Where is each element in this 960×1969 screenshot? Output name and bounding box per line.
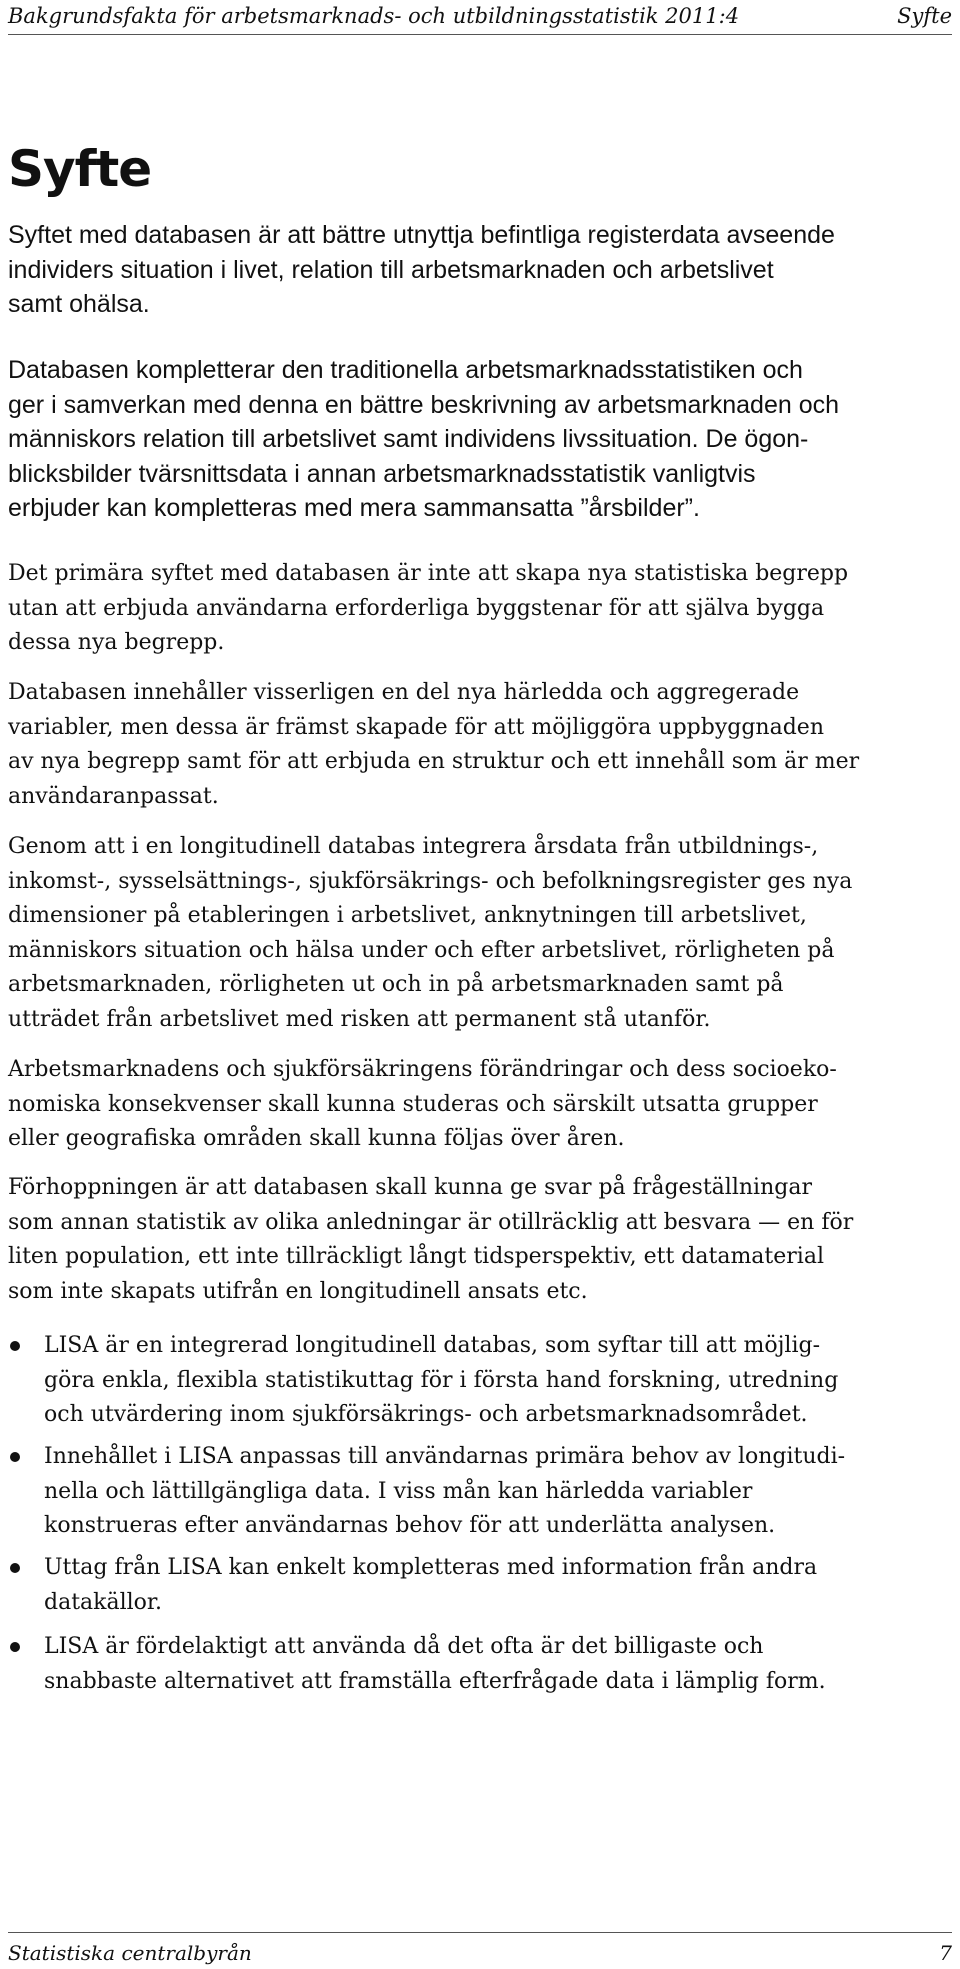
- text-line: Uttag från LISA kan enkelt kompletteras med information från andra: [44, 1555, 818, 1580]
- text-line: LISA är en integrerad longitudinell databas, som syftar till att möjlig-: [44, 1333, 821, 1358]
- text-line: Förhoppningen är att databasen skall kunna ge svar på frågeställningar: [8, 1175, 812, 1200]
- text-line: nomiska konsekvenser skall kunna studeras och särskilt utsatta grupper: [8, 1091, 818, 1117]
- text-line: erbjuder kan kompletteras med mera sammansatta ”årsbilder”.: [8, 494, 700, 522]
- paragraph-purpose: [8, 218, 835, 322]
- text-line: göra enkla, flexibla statistikuttag för i första hand forskning, utredning: [44, 1367, 839, 1393]
- paragraph-complements: [8, 353, 839, 526]
- header-section-title: Syfte: [897, 4, 952, 28]
- list-item: [8, 1329, 948, 1439]
- text-line: Genom att i en longitudinell databas integrera årsdata från utbildnings-,: [8, 834, 819, 859]
- text-line: av nya begrepp samt för att erbjuda en struktur och ett innehåll som är mer: [8, 749, 860, 774]
- running-footer: [8, 1932, 952, 1963]
- text-line: människors relation till arbetslivet samt individens livssituation. De ögon-: [8, 425, 809, 453]
- text-line: arbetsmarknaden, rörligheten ut och in på arbetsmarknaden samt på: [8, 972, 784, 997]
- text-line: variabler, men dessa är främst skapade för att möjliggöra uppbyggnaden: [8, 714, 824, 740]
- page-title: Syfte: [8, 140, 152, 198]
- running-header: [8, 4, 952, 35]
- text-line: datakällor.: [44, 1589, 163, 1615]
- text-line: Databasen kompletterar den traditionella arbetsmarknadsstatistiken och: [8, 356, 803, 384]
- text-line: samt ohälsa.: [8, 290, 150, 318]
- text-line: dessa nya begrepp.: [8, 630, 225, 655]
- text-line: eller geografiska områden skall kunna följas över åren.: [8, 1126, 625, 1151]
- text-line: individers situation i livet, relation till arbetsmarknaden och arbetslivet: [8, 255, 774, 284]
- text-line: som inte skapats utifrån en longitudinell ansats etc.: [8, 1278, 588, 1304]
- text-line: människors situation och hälsa under och efter arbetslivet, rörligheten på: [8, 937, 835, 963]
- paragraph-primary-purpose: [8, 557, 848, 661]
- text-line: Syftet med databasen är att bättre utnyttja befintliga registerdata avseende: [8, 221, 835, 249]
- text-line: snabbaste alternativet att framställa efterfrågade data i lämplig form.: [44, 1668, 826, 1694]
- text-line: inkomst-, sysselsättnings-, sjukförsäkrings- och befolkningsregister ges nya: [8, 868, 853, 894]
- text-line: liten population, ett inte tillräckligt långt tidsperspektiv, ett datamaterial: [8, 1244, 824, 1269]
- bullet-icon: [10, 1642, 20, 1652]
- text-line: LISA är fördelaktigt att använda då det ofta är det billigaste och: [44, 1634, 764, 1659]
- bullet-icon: [10, 1452, 20, 1462]
- list-item: [8, 1551, 948, 1623]
- text-line: konstrueras efter användarnas behov för att underlätta analysen.: [44, 1513, 776, 1538]
- list-item: [8, 1630, 948, 1702]
- header-publication-title: Bakgrundsfakta för arbetsmarknads- och utbildningsstatistik 2011:4: [8, 4, 740, 28]
- footer-publisher: Statistiska centralbyrån: [8, 1941, 252, 1965]
- text-line: som annan statistik av olika anledningar är otillräcklig att besvara — en för: [8, 1209, 854, 1235]
- text-line: ger i samverkan med denna en bättre beskrivning av arbetsmarknaden och: [8, 390, 840, 419]
- text-line: Innehållet i LISA anpassas till användarnas primära behov av longitudi-: [44, 1444, 846, 1469]
- bullet-icon: [10, 1563, 20, 1573]
- text-line: användaranpassat.: [8, 783, 219, 809]
- text-line: och utvärdering inom sjukförsäkrings- och arbetsmarknadsområdet.: [44, 1402, 808, 1427]
- text-line: Databasen innehåller visserligen en del nya härledda och aggregerade: [8, 680, 800, 705]
- list-item: [8, 1440, 948, 1550]
- paragraph-derived-variables: [8, 676, 859, 814]
- text-line: blicksbilder tvärsnittsdata i annan arbetsmarknadsstatistik vanligtvis: [8, 459, 756, 488]
- text-line: dimensioner på etableringen i arbetslivet, anknytningen till arbetslivet,: [8, 903, 807, 928]
- text-line: utan att erbjuda användarna erforderliga byggstenar för att själva bygga: [8, 595, 825, 621]
- paragraph-expectations: [8, 1171, 853, 1309]
- text-line: Det primära syftet med databasen är inte att skapa nya statistiska begrepp: [8, 561, 849, 586]
- text-line: nella och lättillgängliga data. I viss mån kan härledda variabler: [44, 1478, 753, 1504]
- bullet-icon: [10, 1341, 20, 1351]
- text-line: utträdet från arbetslivet med risken att permanent stå utanför.: [8, 1006, 711, 1032]
- page-number: 7: [939, 1941, 952, 1965]
- paragraph-longitudinal: [8, 830, 852, 1037]
- paragraph-labour-market-changes: [8, 1053, 837, 1157]
- text-line: Arbetsmarknadens och sjukförsäkringens förändringar och dess socioeko-: [8, 1057, 837, 1082]
